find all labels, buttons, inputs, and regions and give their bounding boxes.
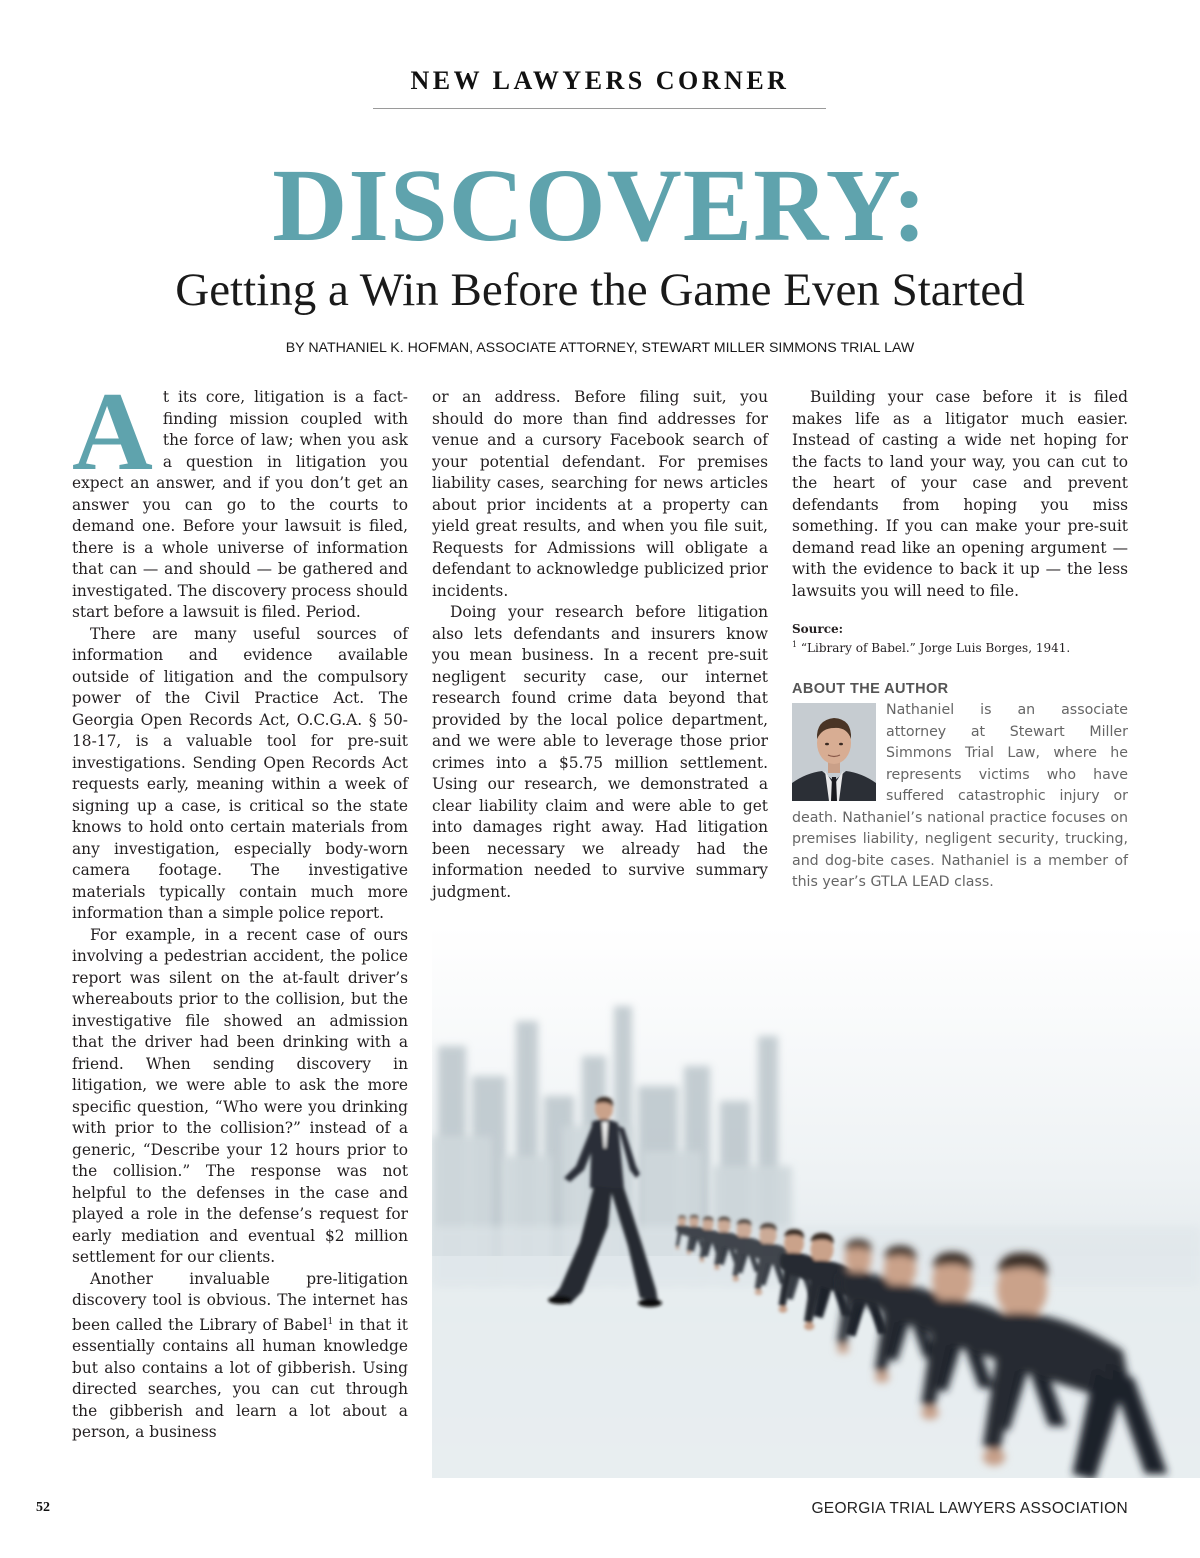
footnote-reference: 1	[327, 1316, 334, 1327]
byline: BY NATHANIEL K. HOFMAN, ASSOCIATE ATTORNEY, STEWART MILLER SIMMONS TRIAL LAW	[285, 340, 915, 356]
paragraph-4-text-b: in that it essentially contains all human knowledge but also contains a lot of gibberish. Using directed searches, you can cut through the gibberish and learn a lot about a person, a business	[72, 1315, 408, 1442]
paragraph-1	[72, 370, 408, 624]
source-text: “Library of Babel.” Jorge Luis Borges, 1941.	[797, 641, 1071, 655]
paragraph-4	[72, 1269, 408, 1444]
paragraph-3: For example, in a recent case of ours involving a pedestrian accident, the police report was silent on the at-fault driver’s whereabouts prior to the collision, but the investigative file showed an admission that the driver had been drinking with a friend. When sending discovery in litigation, we were able to ask the more specific question, “Who were you drinking with prior to the collision?” instead of a generic, “Describe your 12 hours prior to the collision.” The response was not helpful to the defenses in the case and played a role in the defense’s request for early mediation and eventual $2 million settlement for our clients.	[72, 925, 408, 1266]
feature-photo	[432, 926, 1200, 1478]
author-bio	[792, 700, 1128, 894]
about-author-heading: ABOUT THE AUTHOR	[792, 681, 949, 697]
source-citation	[792, 640, 1070, 655]
paragraph-2: There are many useful sources of information and evidence available outside of litigation and the compulsory power of the Civil Practice Act. The Georgia Open Records Act, O.C.G.A. § 50-18-17, is a valuable tool for pre-suit investigations. Sending Open Records Act requests early, meaning within a week of signing up a case, is critical so the state knows to hold onto certain materials from any investigation, especially body-worn camera footage. The investigative materials typically contain much more information than a simple police report.	[72, 624, 408, 922]
paragraph-1-text: t its core, litigation is a fact-finding mission coupled with the force of law; when you ask a question in litigation you expect an answer, and if you don’t get an answer you can go to the courts to demand one. Before your lawsuit is filed, there is a whole universe of information that can — and should — be gathered and investigated. The discovery process should start before a lawsuit is filed. Period.	[72, 388, 408, 621]
article-column-3	[792, 387, 1128, 602]
footer-organization: GEORGIA TRIAL LAWYERS ASSOCIATION	[811, 1500, 1128, 1517]
source-label: Source:	[792, 622, 844, 636]
drop-cap: A	[72, 370, 153, 494]
article-subtitle: Getting a Win Before the Game Even Started	[175, 264, 1025, 316]
article-title: DISCOVERY:	[272, 148, 928, 263]
section-header: NEW LAWYERS CORNER	[410, 66, 790, 95]
paragraph-6: Doing your research before litigation also lets defendants and insurers know you mean business. In a recent pre-suit negligent security case, our internet research found crime data beyond that provided by the local police department, and we were able to leverage those prior crimes into a $5.75 million settlement. Using our research, we demonstrated a clear liability claim and were able to get into damages right away. Had litigation been necessary we already had the information needed to survive summary judgment.	[432, 603, 768, 901]
header-divider	[373, 108, 826, 109]
author-bio-text: Nathaniel is an associate attorney at Stewart Miller Simmons Trial Law, where he represents victims who have suffered catastrophic injury or death. Nathaniel’s national practice focuses on premises liability, negligent security, trucking, and dog-bite cases. Nathaniel is a member of this year’s GTLA LEAD class.	[792, 702, 1128, 890]
paragraph-5: or an address. Before filing suit, you should do more than find addresses for venue and a cursory Facebook search of your potential defendant. For premises liability cases, searching for news articles about prior incidents at a property can yield great results, and when you file suit, Requests for Admissions will obligate a defendant to acknowledge publicized prior incidents.	[432, 388, 768, 600]
paragraph-4-text-a: Another invaluable pre-litigation discovery tool is obvious. The internet has been called the Library of Babel	[72, 1269, 408, 1334]
page-number: 52	[36, 1500, 50, 1515]
author-portrait	[792, 703, 876, 801]
article-column-1	[72, 370, 408, 1444]
source-number: 1	[792, 640, 798, 649]
paragraph-7: Building your case before it is filed makes life as a litigator much easier. Instead of casting a wide net hoping for the facts to land your way, you can cut to the heart of your case and prevent defendants from hoping you miss something. If you can make your pre-suit demand read like an opening argument — with the evidence to back it up — the less lawsuits you will need to file.	[792, 388, 1128, 600]
article-column-2	[432, 387, 768, 903]
